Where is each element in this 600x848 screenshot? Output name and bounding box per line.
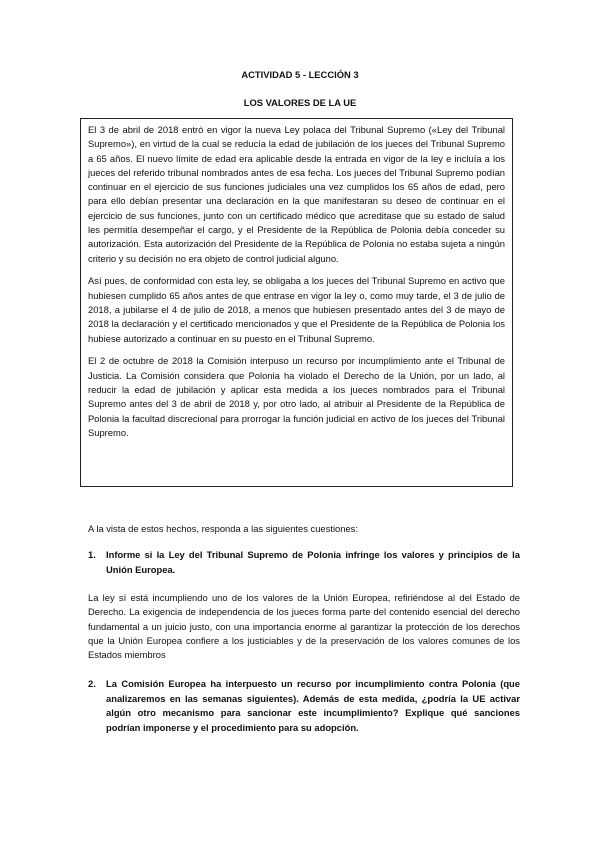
case-paragraph-1: El 3 de abril de 2018 entró en vigor la nueva Ley polaca del Tribunal Supremo («Ley del Tribunal Supremo»), en virtud de la cual se reducía la edad de jubilación de los jueces del Tribunal Supremo a 65 años. El nuevo límite de edad era aplicable desde la entrada en vigor de la ley e incluía a los jueces del referido tribunal nombrados antes de esa fecha. Los jueces del Tribunal Supremo podían continuar en el ejercicio de sus funciones judiciales una vez cumplidos los 65 años de edad, pero para ello debían presentar una declaración en la que manifestaran su deseo de continuar en el ejercicio de sus funciones, junto con un certificado médico que acreditase que su estado de salud les permitía desempeñar el cargo, y el Presidente de la República de Polonia debía conceder su autorización. Esta autorización del Presidente de la República de Polonia no estaba sujeta a ningún criterio y su decisión no era objeto de control judicial alguno. [88, 124, 505, 264]
question-1 [88, 548, 520, 577]
question-1-number: 1. [88, 549, 96, 560]
question-1-text: Informe si la Ley del Tribunal Supremo de Polonia infringe los valores y principios de la Unión Europea. [106, 549, 520, 575]
question-2-number: 2. [88, 678, 96, 689]
activity-title: ACTIVIDAD 5 - LECCIÓN 3 [241, 69, 359, 80]
questions-intro: A la vista de estos hechos, responda a las siguientes cuestiones: [88, 523, 358, 534]
question-2 [88, 677, 520, 735]
case-box [80, 118, 513, 487]
question-2-text: La Comisión Europea ha interpuesto un recurso por incumplimiento contra Polonia (que analizaremos en las semanas siguientes). Además de esta medida, ¿podría la UE activar algún otro mecanismo para sancionar este incumplimiento? Explique qué sanciones podrían imponerse y el procedimiento para su adopción. [106, 678, 520, 733]
case-paragraph-2: Así pues, de conformidad con esta ley, se obligaba a los jueces del Tribunal Supremo en activo que hubiesen cumplido 65 años antes de que entrase en vigor la ley o, como muy tarde, el 3 de julio de 2018, a jubilarse el 4 de julio de 2018, a menos que hubiesen presentado antes del 3 de mayo de 2018 la declaración y el certificado mencionados y que el Presidente de la República de Polonia los hubiese autorizado a continuar en su puesto en el Tribunal Supremo. [88, 275, 505, 344]
answer-1: La ley sí está incumpliendo uno de los valores de la Unión Europea, refiriéndose al del Estado de Derecho. La exigencia de independencia de los jueces forma parte del contenido esencial del derecho fundamental a un juicio justo, con una importancia enorme al garantizar la protección de los derechos que la Unión Europea confiere a los justiciables y de la preservación de los valores comunes de los Estados miembros [88, 592, 520, 661]
page-subtitle: LOS VALORES DE LA UE [243, 97, 357, 108]
case-paragraph-3: El 2 de octubre de 2018 la Comisión interpuso un recurso por incumplimiento ante el Tribunal de Justicia. La Comisión considera que Polonia ha violado el Derecho de la Unión, por un lado, al reducir la edad de jubilación y aplicar esta medida a los jueces nombrados para el Tribunal Supremo antes del 3 de abril de 2018 y, por otro lado, al atribuir al Presidente de la República de Polonia la facultad discrecional para prorrogar la función judicial en activo de los jueces del Tribunal Supremo. [88, 355, 505, 438]
